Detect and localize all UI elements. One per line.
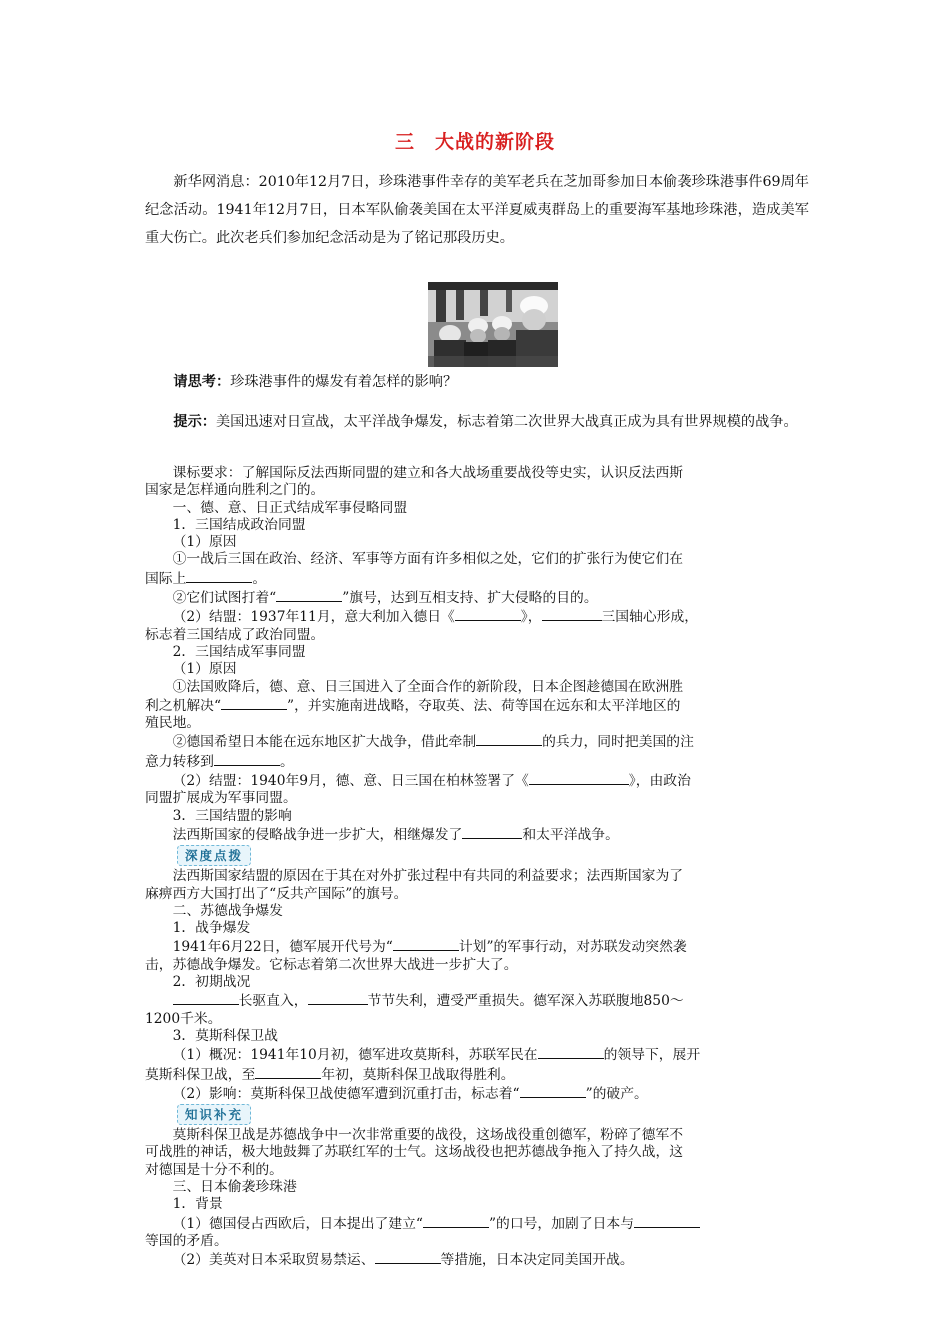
section1-heading: 一、德、意、日正式结成军事侵略同盟 [172,499,408,516]
section1-point2: 2．三国结成军事同盟 [172,643,306,660]
section3-bg-line2: 等国的矛盾。 [145,1232,228,1249]
section1-mil-result-line1: （2）结盟：1940年9月，德、意、日三国在柏林签署了《 》，由政治 [172,773,691,790]
section1-result-line1: （2）结盟：1937年11月，意大利加入德日《 》， 三国轴心形成， [172,609,699,626]
fill-blank[interactable] [423,1214,489,1228]
fill-blank[interactable] [455,607,521,621]
think-label: 请思考： [173,374,231,390]
fill-blank[interactable] [462,825,522,839]
section1-cause-b: （1）原因 [172,661,237,678]
fill-blank[interactable] [255,1065,321,1079]
deep-tip-badge-row [145,845,809,868]
knowledge-badge-row [145,1104,809,1127]
section3-point1: 1．背景 [172,1196,223,1213]
section1-mil-cause1-line3: 殖民地。 [145,715,201,732]
fill-blank[interactable] [308,991,368,1005]
section1-mil-cause1-line2: 利之机解决“ ”，并实施南进战略，夺取英、法、荷等国在远东和太平洋地区的 [145,697,681,714]
section2-war-line1: 1941年6月22日，德军展开代号为“ 计划”的军事行动，对苏联发动突然袭 [172,939,687,956]
section2-war-line2: 击，苏德战争爆发。它标志着第二次世界大战进一步扩大了。 [145,956,518,973]
section1-mil-cause2-line1: ②德国希望日本能在远东地区扩大战争，借此牵制 的兵力，同时把美国的注 [172,734,694,751]
section1-cause: （1）原因 [172,534,237,551]
deep-tip-line2: 麻痹西方大国打出了“反共产国际”的旗号。 [145,885,408,902]
standard-line-1: 课标要求：了解国际反法西斯同盟的建立和各大战场重要战役等史实，认识反法西斯 [172,465,684,481]
fill-blank[interactable] [529,771,629,785]
section2-initial-line1: 长驱直入， 节节失利，遭受严重损失。德军深入苏联腹地850～ [145,991,809,1010]
deep-tip-line1: 法西斯国家结盟的原因在于其在对外扩张过程中有共同的利益要求；法西斯国家为了 [172,868,684,885]
hint-label: 提示： [173,414,216,430]
knowledge-line3: 对德国是十分不利的。 [145,1161,283,1178]
page-title: 三 大战的新阶段 [394,131,555,153]
fill-blank[interactable] [276,588,342,602]
fill-blank[interactable] [221,696,287,710]
section2-point1: 1．战争爆发 [172,920,251,937]
knowledge-badge: 知识补充 [177,1104,251,1125]
think-question [145,372,809,392]
section2-point3: 3．莫斯科保卫战 [172,1027,278,1044]
fill-blank[interactable] [393,937,459,951]
knowledge-line1: 莫斯科保卫战是苏德战争中一次非常重要的战役，这场战役重创德军，粉碎了德军不 [172,1127,684,1144]
standard-line-2: 国家是怎样通向胜利之门的。 [145,482,325,499]
veterans-photo [428,282,558,367]
deep-tip-badge: 深度点拨 [177,845,251,866]
section1-mil-result-line2: 同盟扩展成为军事同盟。 [145,790,297,807]
hint-text: 美国迅速对日宣战，太平洋战争爆发，标志着第二次世界大战真正成为具有世界规模的战争。 [215,414,798,430]
section2-battle-line1: （1）概况：1941年10月初，德军进攻莫斯科，苏联军民在 的领导下，展开 [172,1047,701,1064]
section1-cause1-line1: ①一战后三国在政治、经济、军事等方面有许多相似之处，它们的扩张行为使它们在 [172,551,684,568]
intro-paragraph [145,168,809,252]
fill-blank[interactable] [214,752,280,766]
knowledge-line2: 可战胜的神话，极大地鼓舞了苏联红军的士气。这场战役也把苏德战争拖入了持久战，这 [145,1144,684,1161]
section1-point1: 1．三国结成政治同盟 [172,516,306,533]
section1-point3: 3．三国结盟的影响 [172,807,292,824]
fill-blank[interactable] [186,569,252,583]
section2-battle-line3: （2）影响：莫斯科保卫战使德军遭到沉重打击，标志着“ ”的破产。 [172,1085,648,1102]
section2-battle-line2: 莫斯科保卫战，至 年初，莫斯科保卫战取得胜利。 [145,1066,515,1083]
hint-answer [145,412,809,432]
fill-blank[interactable] [520,1084,586,1098]
section3-heading: 三、日本偷袭珍珠港 [172,1178,297,1195]
veterans-photo-graphic [428,282,558,367]
section1-result-line2: 标志着三国结成了政治同盟。 [145,626,325,643]
section2-point2: 2．初期战况 [172,974,251,991]
section2-heading: 二、苏德战争爆发 [172,902,283,919]
section1-mil-cause2-line2: 意力转移到 。 [145,753,294,770]
intro-text: 新华网消息：2010年12月7日，珍珠港事件幸存的美军老兵在芝加哥参加日本偷袭珍珠港事件69周年纪念活动。1941年12月7日，日本军队偷袭美国在太平洋夏威夷群岛上的重要海军基地珍珠港，造成美军重大伤亡。此次老兵们参加纪念活动是为了铭记那段历史。 [145,174,809,246]
fill-blank[interactable] [173,991,239,1005]
fill-blank[interactable] [476,732,542,746]
section1-effect: 法西斯国家的侵略战争进一步扩大，相继爆发了 和太平洋战争。 [172,826,619,843]
fill-blank[interactable] [634,1214,700,1228]
section3-bg-line1: （1）德国侵占西欧后，日本提出了建立“ ”的口号，加剧了日本与 [145,1214,809,1233]
section3-bg-line3: （2）美英对日本采取贸易禁运、 等措施，日本决定同美国开战。 [172,1252,634,1269]
fill-blank[interactable] [542,607,602,621]
section1-cause2: ②它们试图打着“ ”旗号，达到互相支持、扩大侵略的目的。 [172,590,598,607]
fill-blank[interactable] [538,1045,604,1059]
section1-mil-cause1-line1: ①法国败降后，德、意、日三国进入了全面合作的新阶段，日本企图趁德国在欧洲胜 [172,678,684,695]
fill-blank[interactable] [375,1250,441,1264]
think-text: 珍珠港事件的爆发有着怎样的影响？ [230,374,458,390]
section2-initial-line2: 1200千米。 [145,1010,222,1027]
worksheet-body [145,465,809,1269]
section1-cause1-line2: 国际上 。 [145,570,267,587]
